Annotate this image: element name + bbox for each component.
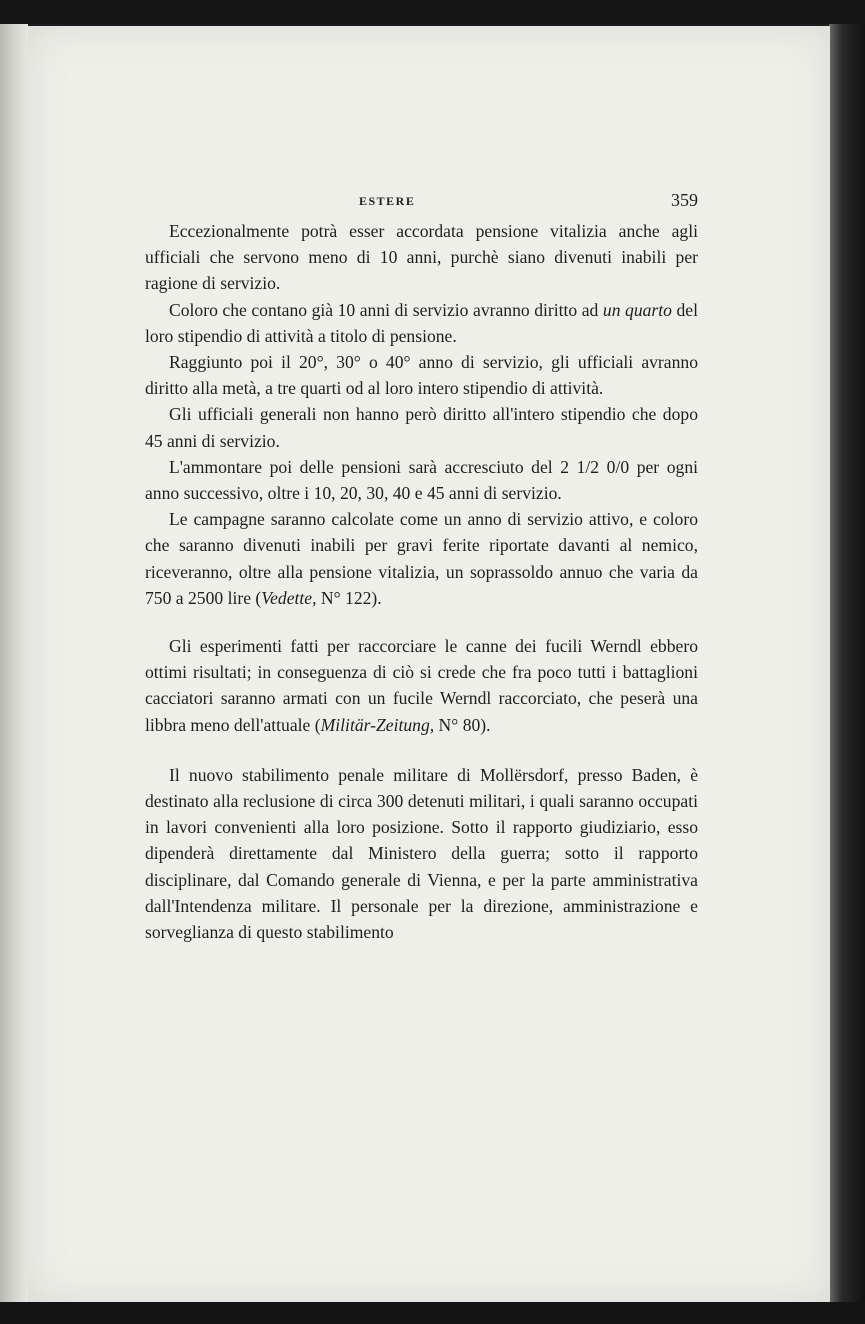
text-block <box>145 186 698 945</box>
paragraph-text: Coloro che contano già 10 anni di servizio avranno diritto ad <box>169 299 603 320</box>
paragraph-text: N° 122). <box>316 587 382 608</box>
scan-top-border <box>0 0 865 24</box>
paragraph-ten-years <box>145 297 698 349</box>
page-left-edge <box>0 24 28 1304</box>
paragraph-text: Gli esperimenti fatti per raccorciare le canne dei fucili Werndl ebbero ottimi risultati; in conseguenza di ciò si crede che fra poco tutti i battaglioni cacciatori saranno armati con un fucile Werndl raccorciato, che peserà una libbra meno dell'attuale ( <box>145 636 698 735</box>
paragraph-werndl-rifles <box>145 633 698 738</box>
section-gap <box>145 738 698 762</box>
paragraph-emphasis: Militär-Zeitung, <box>320 714 435 735</box>
paragraph-text: N° 80). <box>434 714 491 735</box>
page-right-shadow <box>829 24 865 1324</box>
paragraph-campaigns <box>145 506 698 611</box>
paragraph-pension-exception: Eccezionalmente potrà esser accordata pensione vitalizia anche agli ufficiali che servono meno di 10 anni, purchè siano divenuti inabili per ragione di servizio. <box>145 221 698 294</box>
paragraph-text: del loro stipendio di attività a titolo di pensione. <box>145 299 698 346</box>
paragraph-emphasis: un quarto <box>602 299 672 320</box>
paragraph-increase: L'ammontare poi delle pensioni sarà accresciuto del 2 1/2 0/0 per ogni anno successivo, oltre i 10, 20, 30, 40 e 45 anni di servizio. <box>145 456 698 504</box>
paragraph-penal-establishment: Il nuovo stabilimento penale militare di Mollërsdorf, presso Baden, è destinato alla reclusione di circa 300 detenuti militari, i quali saranno occupati in lavori convenienti alla loro posizione. Sotto il rapporto giudiziario, esso dipenderà direttamente dal Ministero della guerra; sotto il rapporto disciplinare, dal Comando generale di Vienna, e per la parte amministrativa dall'Intendenza militare. Il personale per la direzione, amministrazione e sorveglianza di questo stabilimento <box>145 764 698 943</box>
paragraph-text: Le campagne saranno calcolate come un anno di servizio attivo, e coloro che saranno divenuti inabili per gravi ferite riportate davanti al nemico, riceveranno, oltre alla pensione vitalizia, un soprassoldo annuo che varia da 750 a 2500 lire ( <box>145 509 698 608</box>
page-number: 359 <box>671 190 698 210</box>
running-head-title: ESTERE <box>359 194 416 208</box>
scan-bottom-border <box>0 1302 865 1324</box>
section-gap <box>145 611 698 633</box>
paragraph-generals: Gli ufficiali generali non hanno però diritto all'intero stipendio che dopo 45 anni di servizio. <box>145 404 698 451</box>
book-page <box>28 26 830 1302</box>
paragraph-service-years: Raggiunto poi il 20°, 30° o 40° anno di servizio, gli ufficiali avranno diritto alla metà, a tre quarti od al loro intero stipendio di attività. <box>145 352 698 399</box>
paragraph-emphasis: Vedette, <box>261 587 317 608</box>
running-head <box>145 186 698 212</box>
